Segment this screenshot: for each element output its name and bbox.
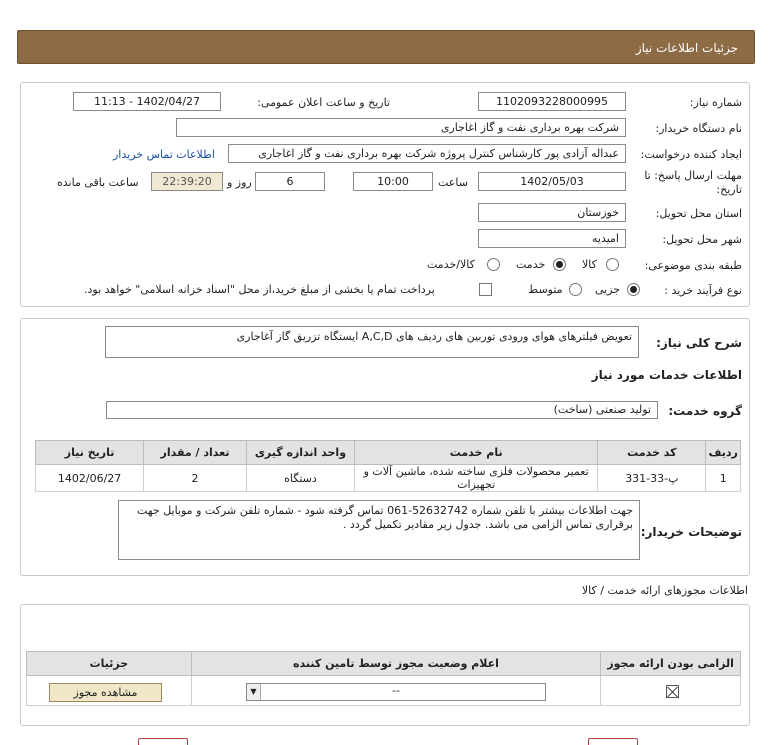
buyer-org-label: نام دستگاه خریدار:	[655, 122, 742, 135]
column-header: جزئیات	[27, 652, 192, 676]
category-label: طبقه بندی موضوعی:	[644, 259, 742, 272]
column-header: اعلام وضعیت مجوز توسط تامین کننده	[191, 652, 600, 676]
category-option-service: خدمت	[516, 258, 546, 271]
bottom-action-button[interactable]	[588, 738, 638, 745]
buyer-org-field: شرکت بهره برداری نفت و گاز اغاجاری	[176, 118, 626, 137]
city-label: شهر محل تحویل:	[662, 233, 742, 246]
column-header: تاریخ نیاز	[36, 441, 144, 465]
deadline-date-field: 1402/05/03	[478, 172, 626, 191]
table-row	[36, 465, 741, 492]
services-title: اطلاعات خدمات مورد نیاز	[591, 368, 742, 382]
permit-required-checkbox	[666, 685, 679, 698]
purchase-radio-minor[interactable]	[627, 283, 640, 296]
summary-field: تعویض فیلترهای هوای ورودی توربین های ردیف های A,C,D ایستگاه تزریق گاز آغاجاری	[105, 326, 639, 358]
treasury-checkbox[interactable]	[479, 283, 492, 296]
creator-label: ایجاد کننده درخواست:	[640, 148, 742, 161]
table-cell: 1402/06/27	[36, 465, 144, 492]
table-cell: تعمیر محصولات فلزی ساخته شده، ماشین آلات و تجهیزات	[355, 465, 598, 492]
table-cell: پ-33-331	[598, 465, 706, 492]
page-title: جزئیات اطلاعات نیاز	[635, 41, 738, 55]
service-group-label: گروه خدمت:	[668, 404, 742, 418]
category-radio-goods-service[interactable]	[487, 258, 500, 271]
province-label: استان محل تحویل:	[655, 207, 742, 220]
buyer-notes-label: توضیحات خریدار:	[640, 525, 742, 539]
category-radio-goods[interactable]	[606, 258, 619, 271]
table-cell: 2	[144, 465, 247, 492]
province-field: خوزستان	[478, 203, 626, 222]
buyer-contact-link[interactable]: اطلاعات تماس خریدار	[113, 148, 215, 161]
days-label: روز و	[227, 176, 252, 189]
purchase-option-minor: جزیی	[595, 283, 621, 296]
days-remaining-field: 6	[255, 172, 325, 191]
category-option-goods-service: کالا/خدمت	[427, 258, 475, 271]
need-number-label: شماره نیاز:	[689, 96, 742, 109]
column-header: الزامی بودن ارائه مجوز	[601, 652, 741, 676]
buyer-notes-field: جهت اطلاعات بیشتر با تلفن شماره 52632742-061 تماس گرفته شود - شماره تلفن شرکت و موبایل جهت برقراری تماس الزامی می باشد. جدول زیر مقادیر تکمیل گردد .	[118, 500, 640, 560]
column-header: کد خدمت	[598, 441, 706, 465]
service-group-field: تولید صنعتی (ساخت)	[106, 401, 658, 419]
column-header: ردیف	[706, 441, 741, 465]
need-number-field: 1102093228000995	[478, 92, 626, 111]
deadline-time-label: ساعت	[438, 176, 468, 189]
purchase-radio-medium[interactable]	[569, 283, 582, 296]
permits-title: اطلاعات مجوزهای ارائه خدمت / کالا	[581, 584, 748, 597]
table-cell: دستگاه	[246, 465, 354, 492]
category-radio-service[interactable]	[553, 258, 566, 271]
view-permit-button[interactable]: مشاهده مجوز	[49, 683, 162, 702]
purchase-type-label: نوع فرآیند خرید :	[664, 284, 742, 297]
remaining-time-field: 22:39:20	[151, 172, 223, 191]
table-cell: 1	[706, 465, 741, 492]
column-header: واحد اندازه گیری	[246, 441, 354, 465]
creator-field: عبداله آزادی پور کارشناس کنترل پروژه شرکت بهره برداری نفت و گاز اغاجاری	[228, 144, 626, 163]
announce-label: تاریخ و ساعت اعلان عمومی:	[257, 96, 390, 109]
city-field: امیدیه	[478, 229, 626, 248]
permit-status-value: --	[392, 684, 400, 697]
remaining-time-label: ساعت باقی مانده	[57, 176, 139, 189]
deadline-label: مهلت ارسال پاسخ: تا تاریخ:	[644, 169, 742, 196]
services-table	[35, 440, 741, 492]
page-header	[17, 30, 755, 64]
chevron-down-icon: ▼	[247, 684, 261, 700]
purchase-option-medium: متوسط	[528, 283, 563, 296]
bottom-action-button[interactable]	[138, 738, 188, 745]
permits-table-header	[27, 652, 741, 676]
services-table-header	[36, 441, 741, 465]
permit-status-select[interactable]	[246, 683, 546, 701]
category-option-goods: کالا	[582, 258, 597, 271]
summary-label: شرح کلی نیاز:	[656, 336, 742, 350]
column-header: تعداد / مقدار	[144, 441, 247, 465]
treasury-text: پرداخت تمام یا بخشی از مبلغ خرید،از محل "اسناد خزانه اسلامی" خواهد بود.	[84, 283, 435, 296]
column-header: نام خدمت	[355, 441, 598, 465]
announce-date-field: 1402/04/27 - 11:13	[73, 92, 221, 111]
deadline-time-field: 10:00	[353, 172, 433, 191]
